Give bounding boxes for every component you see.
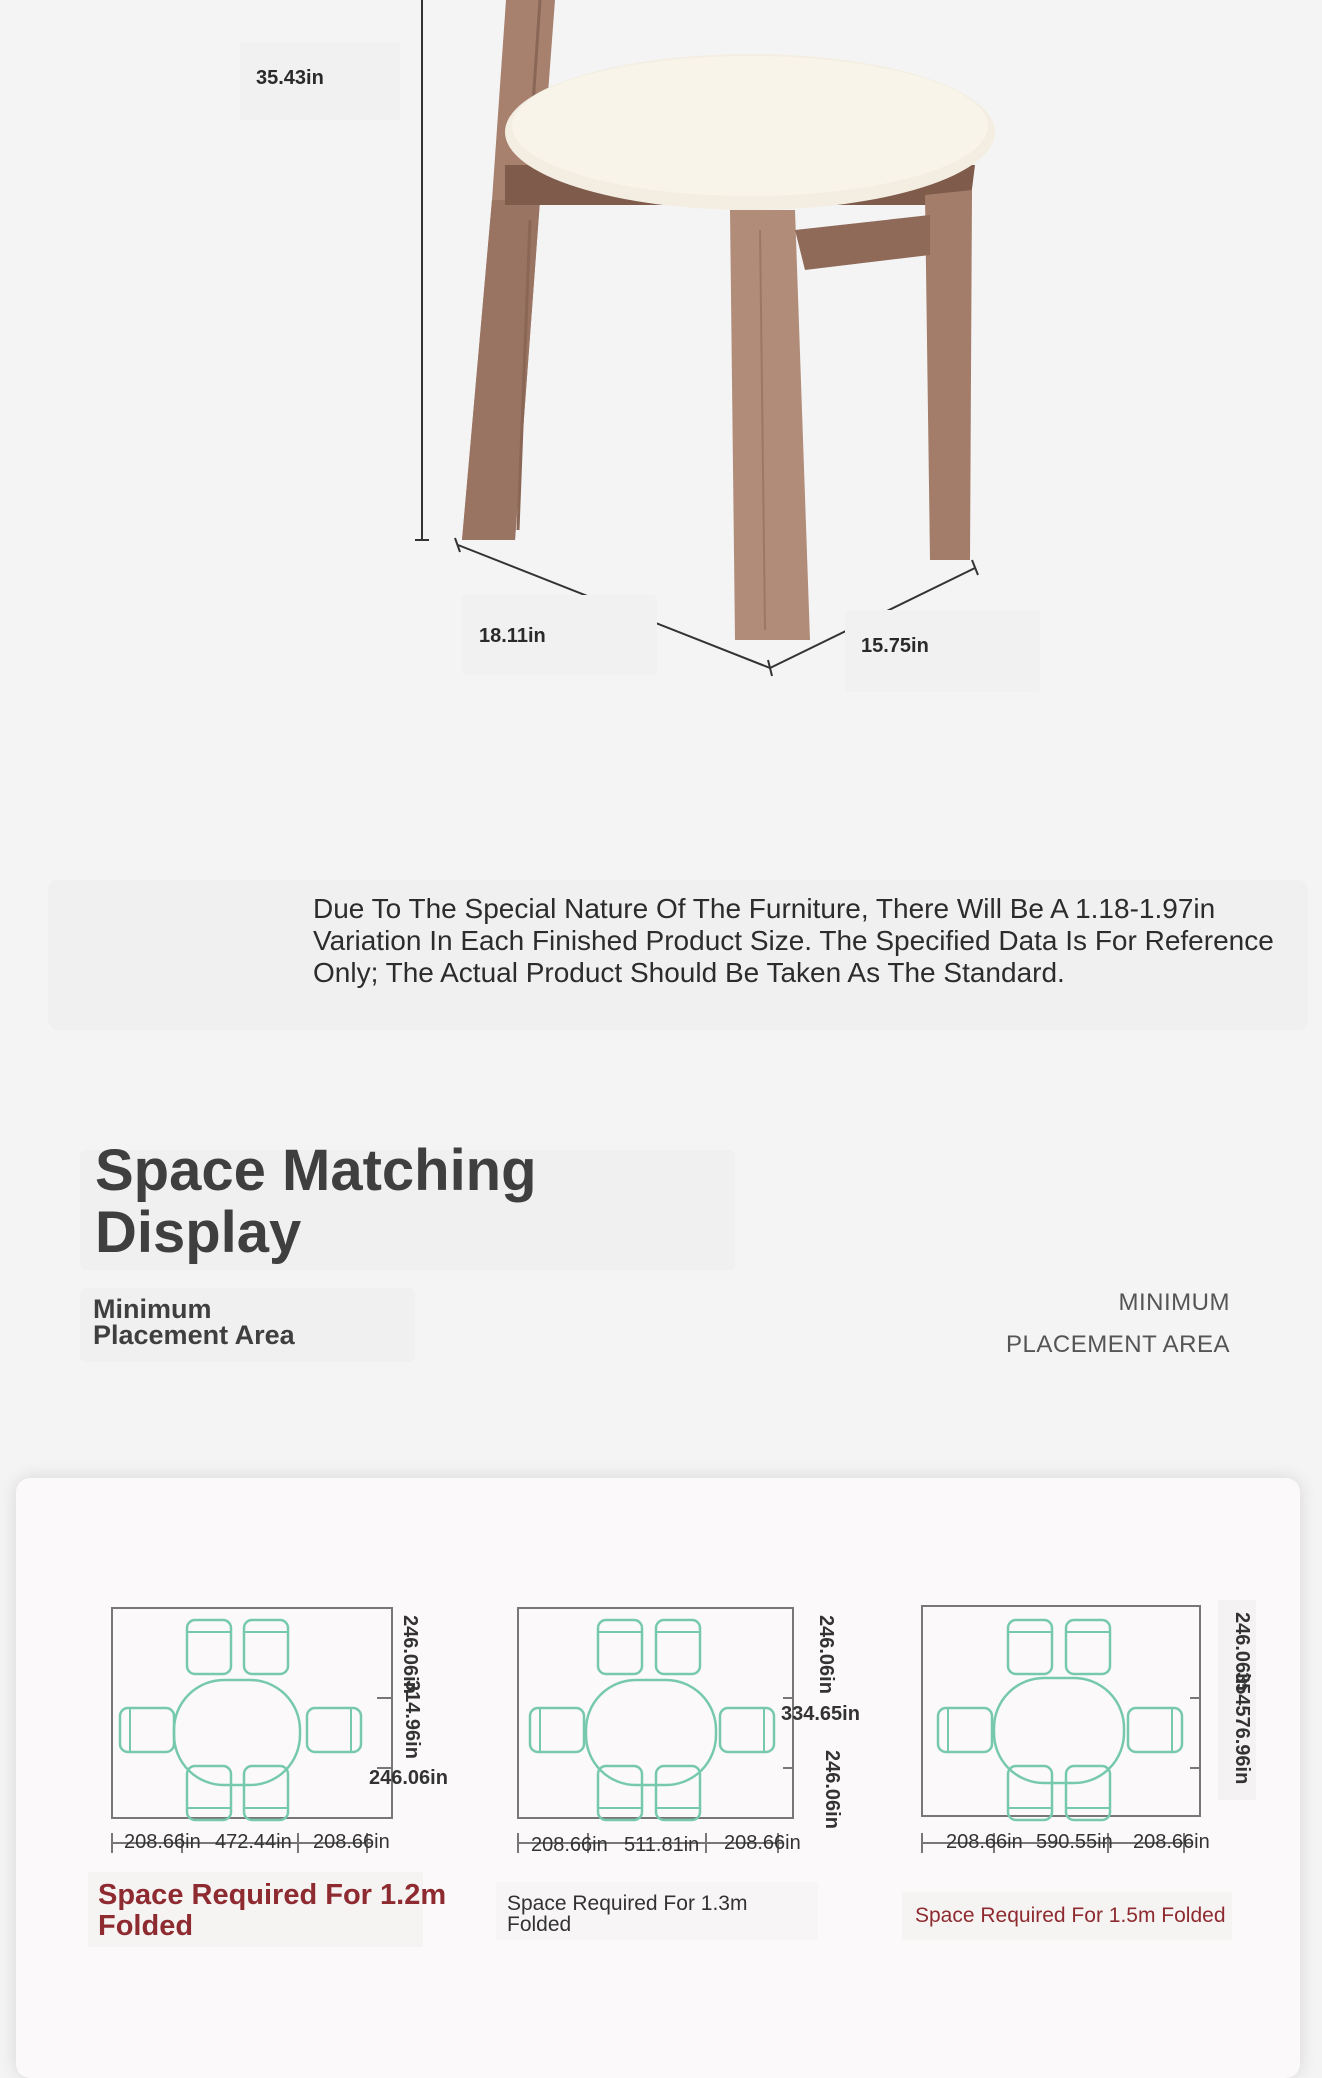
- caption-1-line2: Folded: [98, 1910, 194, 1942]
- caption-1-5m: Space Required For 1.5m Folded: [915, 1904, 1226, 1927]
- caption-2-line2: Folded: [507, 1913, 572, 1936]
- section-title-line2: Display: [95, 1200, 302, 1265]
- chair-front-leg: [730, 210, 810, 640]
- plan1-right-mid: 314.96in: [401, 1680, 423, 1759]
- caption-1-2m: [98, 1880, 446, 1942]
- caption-2-line1: Space Required For 1.3m: [507, 1892, 748, 1915]
- plan2-bottom-left: 208.66in: [531, 1834, 608, 1856]
- minimum-placement-line2: PLACEMENT AREA: [1006, 1331, 1230, 1358]
- height-label: 35.43in: [256, 67, 324, 89]
- minimum-placement-line1: MINIMUM: [1118, 1289, 1230, 1316]
- plan2-bottom-right: 208.66in: [724, 1832, 801, 1854]
- plan3-right-top: 246.06in: [1231, 1612, 1253, 1691]
- plan2-right-top: 246.06in: [815, 1615, 837, 1694]
- chair-front-leg-right: [925, 190, 972, 560]
- section-title: [95, 1140, 537, 1264]
- plan1-right-bottom: 246.06in: [369, 1767, 448, 1789]
- caption-1-3m: [507, 1893, 747, 1935]
- plan3-bottom-mid: 590.55in: [1036, 1831, 1113, 1853]
- plan3-right-mid: 354576.96in: [1231, 1672, 1253, 1785]
- depth-label: 15.75in: [861, 635, 929, 657]
- floor-plan-3: [922, 1606, 1200, 1853]
- floor-plan-1: [112, 1608, 392, 1853]
- plan2-bottom-mid: 511.81in: [624, 1834, 700, 1856]
- plan3-bottom-right: 208.66in: [1133, 1831, 1210, 1853]
- width-label: 18.11in: [479, 625, 546, 647]
- plan1-bottom-right: 208.66in: [313, 1831, 390, 1853]
- caption-1-line1: Space Required For 1.2m: [98, 1879, 447, 1911]
- floor-plans: [0, 1580, 1322, 1870]
- section-subtitle-line1: Minimum: [93, 1294, 212, 1324]
- section-subtitle: [93, 1296, 295, 1348]
- plan2-right-bottom: 246.06in: [821, 1750, 843, 1829]
- section-title-line1: Space Matching: [95, 1138, 537, 1203]
- plan2-right-mid: 334.65in: [781, 1703, 860, 1725]
- plan3-bottom-left: 208.66in: [946, 1831, 1023, 1853]
- plan1-bottom-left: 208.66in: [124, 1831, 201, 1853]
- plan1-bottom-mid: 472.44in: [215, 1831, 292, 1853]
- minimum-placement-label: [1006, 1282, 1230, 1366]
- floor-plan-2: [518, 1608, 793, 1853]
- chair-illustration: [0, 0, 1322, 700]
- section-subtitle-line2: Placement Area: [93, 1320, 295, 1350]
- plan1-right-top: 246.06in: [399, 1615, 421, 1694]
- variation-note-text: Due To The Special Nature Of The Furniture, There Will Be A 1.18-1.97in Variation In Each Finished Product Size. The Specified Data Is For Reference Only; The Actual Product Should Be Taken As The Standard.: [313, 893, 1274, 988]
